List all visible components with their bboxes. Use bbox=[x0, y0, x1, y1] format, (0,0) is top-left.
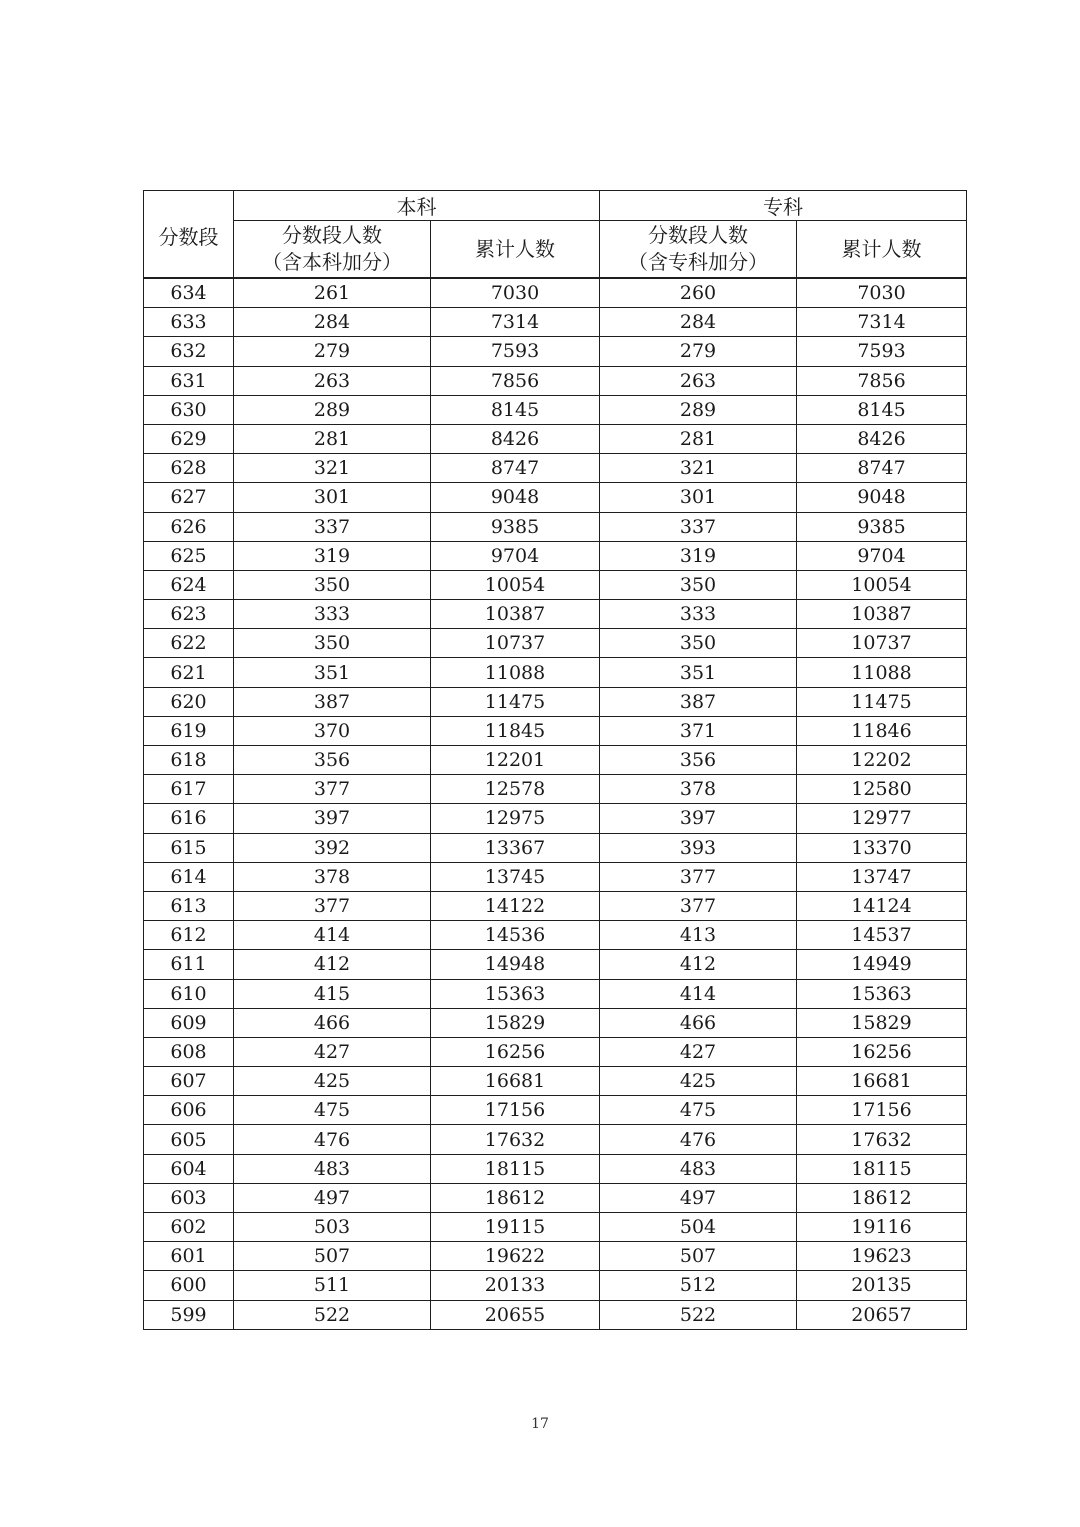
junior-cumulative-cell: 10737 bbox=[797, 629, 967, 658]
table-row bbox=[144, 1213, 967, 1242]
junior-count-cell: 377 bbox=[600, 862, 797, 891]
junior-count-cell: 497 bbox=[600, 1183, 797, 1212]
junior-count-cell: 263 bbox=[600, 366, 797, 395]
table-row bbox=[144, 1037, 967, 1066]
undergrad-cumulative-cell: 16256 bbox=[431, 1037, 600, 1066]
undergrad-count-cell: 377 bbox=[234, 775, 431, 804]
table-row bbox=[144, 424, 967, 453]
table-row bbox=[144, 600, 967, 629]
score-cell: 632 bbox=[144, 337, 234, 366]
junior-count-cell: 504 bbox=[600, 1213, 797, 1242]
undergrad-count-cell: 397 bbox=[234, 804, 431, 833]
undergrad-count-cell: 387 bbox=[234, 687, 431, 716]
score-cell: 621 bbox=[144, 658, 234, 687]
junior-count-header-line2: （含专科加分） bbox=[628, 250, 768, 274]
undergrad-cumulative-cell: 11475 bbox=[431, 687, 600, 716]
junior-count-cell: 466 bbox=[600, 1008, 797, 1037]
undergrad-count-cell: 466 bbox=[234, 1008, 431, 1037]
score-cell: 634 bbox=[144, 278, 234, 308]
table-row bbox=[144, 979, 967, 1008]
undergrad-cumulative-cell: 16681 bbox=[431, 1067, 600, 1096]
junior-cumulative-cell: 12580 bbox=[797, 775, 967, 804]
junior-cumulative-cell: 20135 bbox=[797, 1271, 967, 1300]
undergrad-count-cell: 427 bbox=[234, 1037, 431, 1066]
junior-count-cell: 414 bbox=[600, 979, 797, 1008]
junior-count-cell: 301 bbox=[600, 483, 797, 512]
score-distribution-table bbox=[143, 190, 967, 1330]
score-cell: 616 bbox=[144, 804, 234, 833]
junior-cumulative-cell: 19623 bbox=[797, 1242, 967, 1271]
score-cell: 602 bbox=[144, 1213, 234, 1242]
undergrad-cumulative-cell: 13367 bbox=[431, 833, 600, 862]
table-row bbox=[144, 775, 967, 804]
undergrad-cumulative-cell: 7314 bbox=[431, 308, 600, 337]
score-cell: 630 bbox=[144, 395, 234, 424]
score-cell: 613 bbox=[144, 891, 234, 920]
score-cell: 608 bbox=[144, 1037, 234, 1066]
junior-count-cell: 427 bbox=[600, 1037, 797, 1066]
junior-cumulative-cell: 14124 bbox=[797, 891, 967, 920]
junior-count-header-line1: 分数段人数 bbox=[648, 223, 748, 247]
score-cell: 618 bbox=[144, 746, 234, 775]
score-cell: 606 bbox=[144, 1096, 234, 1125]
junior-count-cell: 356 bbox=[600, 746, 797, 775]
undergrad-count-cell: 370 bbox=[234, 716, 431, 745]
undergrad-cumulative-cell: 9385 bbox=[431, 512, 600, 541]
score-cell: 604 bbox=[144, 1154, 234, 1183]
junior-count-cell: 289 bbox=[600, 395, 797, 424]
junior-cumulative-cell: 17156 bbox=[797, 1096, 967, 1125]
undergrad-cumulative-cell: 10054 bbox=[431, 570, 600, 599]
score-cell: 627 bbox=[144, 483, 234, 512]
undergrad-count-cell: 522 bbox=[234, 1300, 431, 1329]
score-cell: 614 bbox=[144, 862, 234, 891]
score-cell: 607 bbox=[144, 1067, 234, 1096]
score-cell: 622 bbox=[144, 629, 234, 658]
score-band-header: 分数段 bbox=[144, 191, 234, 279]
table-row bbox=[144, 716, 967, 745]
junior-count-cell: 413 bbox=[600, 921, 797, 950]
table-row bbox=[144, 687, 967, 716]
undergrad-cumulative-cell: 13745 bbox=[431, 862, 600, 891]
score-cell: 612 bbox=[144, 921, 234, 950]
undergrad-group-header: 本科 bbox=[234, 191, 600, 221]
junior-count-cell: 412 bbox=[600, 950, 797, 979]
score-cell: 625 bbox=[144, 541, 234, 570]
junior-count-header bbox=[600, 221, 797, 279]
score-cell: 619 bbox=[144, 716, 234, 745]
undergrad-count-cell: 503 bbox=[234, 1213, 431, 1242]
table-header bbox=[144, 191, 967, 279]
junior-cumulative-cell: 10054 bbox=[797, 570, 967, 599]
undergrad-count-header-line2: （含本科加分） bbox=[262, 250, 402, 274]
undergrad-count-cell: 378 bbox=[234, 862, 431, 891]
undergrad-count-cell: 497 bbox=[234, 1183, 431, 1212]
junior-count-cell: 483 bbox=[600, 1154, 797, 1183]
junior-cumulative-cell: 8426 bbox=[797, 424, 967, 453]
junior-count-cell: 387 bbox=[600, 687, 797, 716]
undergrad-cumulative-cell: 7030 bbox=[431, 278, 600, 308]
junior-cumulative-cell: 14949 bbox=[797, 950, 967, 979]
undergrad-cumulative-cell: 9704 bbox=[431, 541, 600, 570]
junior-cumulative-cell: 7856 bbox=[797, 366, 967, 395]
junior-count-cell: 321 bbox=[600, 454, 797, 483]
undergrad-cumulative-header: 累计人数 bbox=[431, 221, 600, 279]
junior-cumulative-cell: 7030 bbox=[797, 278, 967, 308]
table-row bbox=[144, 891, 967, 920]
junior-count-cell: 512 bbox=[600, 1271, 797, 1300]
score-cell: 628 bbox=[144, 454, 234, 483]
table-row bbox=[144, 921, 967, 950]
table-row bbox=[144, 950, 967, 979]
page-number: 17 bbox=[531, 1416, 549, 1432]
undergrad-count-cell: 333 bbox=[234, 600, 431, 629]
undergrad-count-header-line1: 分数段人数 bbox=[282, 223, 382, 247]
undergrad-count-cell: 412 bbox=[234, 950, 431, 979]
junior-count-cell: 319 bbox=[600, 541, 797, 570]
undergrad-count-cell: 350 bbox=[234, 629, 431, 658]
junior-cumulative-cell: 9385 bbox=[797, 512, 967, 541]
undergrad-count-cell: 483 bbox=[234, 1154, 431, 1183]
junior-count-cell: 337 bbox=[600, 512, 797, 541]
junior-count-cell: 351 bbox=[600, 658, 797, 687]
score-cell: 611 bbox=[144, 950, 234, 979]
undergrad-count-cell: 279 bbox=[234, 337, 431, 366]
score-cell: 600 bbox=[144, 1271, 234, 1300]
table-row bbox=[144, 1271, 967, 1300]
undergrad-count-cell: 281 bbox=[234, 424, 431, 453]
undergrad-cumulative-cell: 17156 bbox=[431, 1096, 600, 1125]
header-group-row bbox=[144, 191, 967, 221]
undergrad-cumulative-cell: 14948 bbox=[431, 950, 600, 979]
score-cell: 629 bbox=[144, 424, 234, 453]
undergrad-cumulative-cell: 7856 bbox=[431, 366, 600, 395]
score-cell: 599 bbox=[144, 1300, 234, 1329]
junior-count-cell: 350 bbox=[600, 629, 797, 658]
table-row bbox=[144, 1125, 967, 1154]
undergrad-cumulative-cell: 15829 bbox=[431, 1008, 600, 1037]
undergrad-cumulative-cell: 10737 bbox=[431, 629, 600, 658]
table-row bbox=[144, 308, 967, 337]
junior-cumulative-cell: 17632 bbox=[797, 1125, 967, 1154]
undergrad-count-cell: 356 bbox=[234, 746, 431, 775]
junior-cumulative-cell: 9048 bbox=[797, 483, 967, 512]
header-sub-row bbox=[144, 221, 967, 279]
undergrad-count-cell: 289 bbox=[234, 395, 431, 424]
undergrad-cumulative-cell: 15363 bbox=[431, 979, 600, 1008]
undergrad-cumulative-cell: 14536 bbox=[431, 921, 600, 950]
undergrad-cumulative-cell: 19115 bbox=[431, 1213, 600, 1242]
table-row bbox=[144, 629, 967, 658]
table-row bbox=[144, 483, 967, 512]
score-cell: 631 bbox=[144, 366, 234, 395]
junior-count-cell: 284 bbox=[600, 308, 797, 337]
junior-cumulative-cell: 8145 bbox=[797, 395, 967, 424]
undergrad-count-cell: 350 bbox=[234, 570, 431, 599]
score-cell: 633 bbox=[144, 308, 234, 337]
table-row bbox=[144, 366, 967, 395]
undergrad-count-cell: 261 bbox=[234, 278, 431, 308]
undergrad-count-header bbox=[234, 221, 431, 279]
junior-count-cell: 425 bbox=[600, 1067, 797, 1096]
score-cell: 610 bbox=[144, 979, 234, 1008]
undergrad-count-cell: 319 bbox=[234, 541, 431, 570]
score-cell: 624 bbox=[144, 570, 234, 599]
table-row bbox=[144, 804, 967, 833]
undergrad-count-cell: 476 bbox=[234, 1125, 431, 1154]
junior-cumulative-cell: 12202 bbox=[797, 746, 967, 775]
undergrad-cumulative-cell: 10387 bbox=[431, 600, 600, 629]
table-row bbox=[144, 278, 967, 308]
junior-cumulative-cell: 20657 bbox=[797, 1300, 967, 1329]
undergrad-cumulative-cell: 11845 bbox=[431, 716, 600, 745]
undergrad-count-cell: 284 bbox=[234, 308, 431, 337]
score-cell: 620 bbox=[144, 687, 234, 716]
undergrad-cumulative-cell: 11088 bbox=[431, 658, 600, 687]
undergrad-cumulative-cell: 7593 bbox=[431, 337, 600, 366]
table-row bbox=[144, 1008, 967, 1037]
junior-count-cell: 377 bbox=[600, 891, 797, 920]
undergrad-count-cell: 414 bbox=[234, 921, 431, 950]
junior-cumulative-cell: 18612 bbox=[797, 1183, 967, 1212]
table-row bbox=[144, 541, 967, 570]
undergrad-cumulative-cell: 19622 bbox=[431, 1242, 600, 1271]
undergrad-cumulative-cell: 20133 bbox=[431, 1271, 600, 1300]
table-row bbox=[144, 1300, 967, 1329]
junior-count-cell: 279 bbox=[600, 337, 797, 366]
table-row bbox=[144, 862, 967, 891]
undergrad-count-cell: 511 bbox=[234, 1271, 431, 1300]
score-cell: 615 bbox=[144, 833, 234, 862]
junior-cumulative-cell: 11846 bbox=[797, 716, 967, 745]
score-cell: 626 bbox=[144, 512, 234, 541]
table-row bbox=[144, 337, 967, 366]
undergrad-cumulative-cell: 9048 bbox=[431, 483, 600, 512]
table-row bbox=[144, 570, 967, 599]
junior-count-cell: 522 bbox=[600, 1300, 797, 1329]
junior-cumulative-cell: 14537 bbox=[797, 921, 967, 950]
junior-cumulative-cell: 7314 bbox=[797, 308, 967, 337]
undergrad-cumulative-cell: 17632 bbox=[431, 1125, 600, 1154]
junior-count-cell: 333 bbox=[600, 600, 797, 629]
undergrad-count-cell: 351 bbox=[234, 658, 431, 687]
undergrad-cumulative-cell: 12201 bbox=[431, 746, 600, 775]
score-cell: 601 bbox=[144, 1242, 234, 1271]
junior-cumulative-cell: 16256 bbox=[797, 1037, 967, 1066]
junior-cumulative-cell: 11088 bbox=[797, 658, 967, 687]
junior-count-cell: 350 bbox=[600, 570, 797, 599]
score-cell: 623 bbox=[144, 600, 234, 629]
junior-cumulative-cell: 13747 bbox=[797, 862, 967, 891]
undergrad-cumulative-cell: 18115 bbox=[431, 1154, 600, 1183]
undergrad-count-cell: 475 bbox=[234, 1096, 431, 1125]
undergrad-count-cell: 263 bbox=[234, 366, 431, 395]
table-row bbox=[144, 1096, 967, 1125]
junior-cumulative-cell: 13370 bbox=[797, 833, 967, 862]
junior-count-cell: 371 bbox=[600, 716, 797, 745]
undergrad-count-cell: 321 bbox=[234, 454, 431, 483]
undergrad-cumulative-cell: 18612 bbox=[431, 1183, 600, 1212]
junior-count-cell: 507 bbox=[600, 1242, 797, 1271]
undergrad-cumulative-cell: 12578 bbox=[431, 775, 600, 804]
undergrad-count-cell: 301 bbox=[234, 483, 431, 512]
junior-count-cell: 260 bbox=[600, 278, 797, 308]
junior-count-cell: 476 bbox=[600, 1125, 797, 1154]
score-cell: 609 bbox=[144, 1008, 234, 1037]
table-row bbox=[144, 1183, 967, 1212]
junior-count-cell: 281 bbox=[600, 424, 797, 453]
undergrad-cumulative-cell: 20655 bbox=[431, 1300, 600, 1329]
junior-count-cell: 393 bbox=[600, 833, 797, 862]
junior-cumulative-cell: 10387 bbox=[797, 600, 967, 629]
junior-cumulative-cell: 16681 bbox=[797, 1067, 967, 1096]
table-row bbox=[144, 833, 967, 862]
table-row bbox=[144, 1242, 967, 1271]
table-row bbox=[144, 1154, 967, 1183]
undergrad-count-cell: 425 bbox=[234, 1067, 431, 1096]
junior-cumulative-cell: 11475 bbox=[797, 687, 967, 716]
junior-cumulative-cell: 15363 bbox=[797, 979, 967, 1008]
undergrad-count-cell: 415 bbox=[234, 979, 431, 1008]
undergrad-cumulative-cell: 8426 bbox=[431, 424, 600, 453]
undergrad-cumulative-cell: 8145 bbox=[431, 395, 600, 424]
score-cell: 617 bbox=[144, 775, 234, 804]
undergrad-count-cell: 377 bbox=[234, 891, 431, 920]
junior-group-header: 专科 bbox=[600, 191, 967, 221]
junior-count-cell: 397 bbox=[600, 804, 797, 833]
junior-cumulative-header: 累计人数 bbox=[797, 221, 967, 279]
junior-cumulative-cell: 12977 bbox=[797, 804, 967, 833]
undergrad-cumulative-cell: 12975 bbox=[431, 804, 600, 833]
undergrad-cumulative-cell: 8747 bbox=[431, 454, 600, 483]
table-row bbox=[144, 658, 967, 687]
junior-count-cell: 378 bbox=[600, 775, 797, 804]
table-row bbox=[144, 746, 967, 775]
junior-cumulative-cell: 9704 bbox=[797, 541, 967, 570]
undergrad-cumulative-cell: 14122 bbox=[431, 891, 600, 920]
table-row bbox=[144, 1067, 967, 1096]
undergrad-count-cell: 507 bbox=[234, 1242, 431, 1271]
junior-cumulative-cell: 8747 bbox=[797, 454, 967, 483]
table-body bbox=[144, 278, 967, 1329]
junior-cumulative-cell: 18115 bbox=[797, 1154, 967, 1183]
score-cell: 605 bbox=[144, 1125, 234, 1154]
junior-cumulative-cell: 19116 bbox=[797, 1213, 967, 1242]
table-row bbox=[144, 395, 967, 424]
undergrad-count-cell: 337 bbox=[234, 512, 431, 541]
table-row bbox=[144, 512, 967, 541]
junior-cumulative-cell: 7593 bbox=[797, 337, 967, 366]
junior-cumulative-cell: 15829 bbox=[797, 1008, 967, 1037]
table-row bbox=[144, 454, 967, 483]
undergrad-count-cell: 392 bbox=[234, 833, 431, 862]
junior-count-cell: 475 bbox=[600, 1096, 797, 1125]
score-cell: 603 bbox=[144, 1183, 234, 1212]
